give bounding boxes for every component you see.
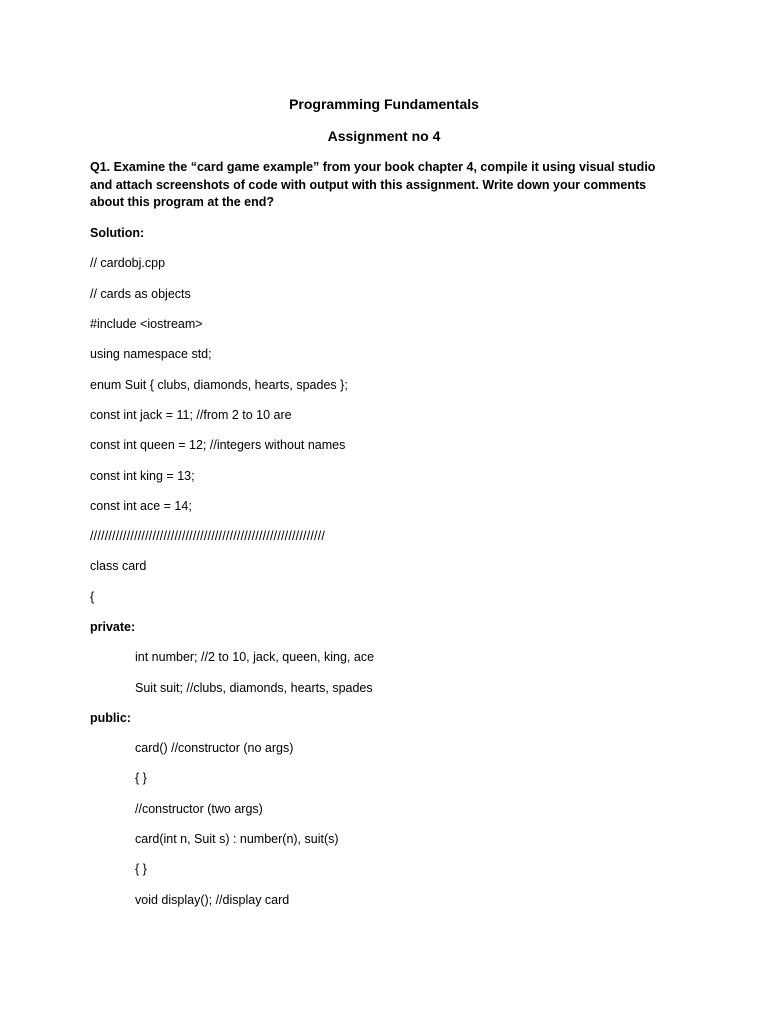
document-title: Programming Fundamentals: [289, 96, 479, 112]
access-specifier-public: public:: [90, 711, 131, 725]
separator-comment: ////////////////////////////////////////////////////////////////: [90, 529, 326, 543]
code-line: const int king = 13;: [90, 469, 195, 483]
code-line: card() //constructor (no args): [135, 741, 294, 755]
solution-label: Solution:: [90, 226, 145, 240]
code-line: {: [90, 590, 95, 604]
code-line: // cardobj.cpp: [90, 256, 166, 270]
code-line: Suit suit; //clubs, diamonds, hearts, spades: [135, 681, 373, 695]
code-line: const int ace = 14;: [90, 499, 192, 513]
code-line: int number; //2 to 10, jack, queen, king, ace: [135, 650, 375, 664]
code-line: const int queen = 12; //integers without names: [90, 438, 346, 452]
assignment-number: Assignment no 4: [327, 128, 441, 144]
code-line: card(int n, Suit s) : number(n), suit(s): [135, 832, 339, 846]
code-line: //constructor (two args): [135, 802, 263, 816]
code-line: void display(); //display card: [135, 893, 290, 907]
code-line: enum Suit { clubs, diamonds, hearts, spades };: [90, 378, 348, 392]
question-text: Q1. Examine the “card game example” from your book chapter 4, compile it using visual studio and attach screenshots of code with output with this assignment. Write down your comments about this program at the end?: [90, 160, 656, 209]
code-line: using namespace std;: [90, 347, 212, 361]
code-line: const int jack = 11; //from 2 to 10 are: [90, 408, 292, 422]
code-line: #include <iostream>: [90, 317, 203, 331]
code-line: { }: [135, 862, 147, 876]
code-line: class card: [90, 559, 147, 573]
code-line: // cards as objects: [90, 287, 191, 301]
access-specifier-private: private:: [90, 620, 136, 634]
code-line: { }: [135, 771, 147, 785]
